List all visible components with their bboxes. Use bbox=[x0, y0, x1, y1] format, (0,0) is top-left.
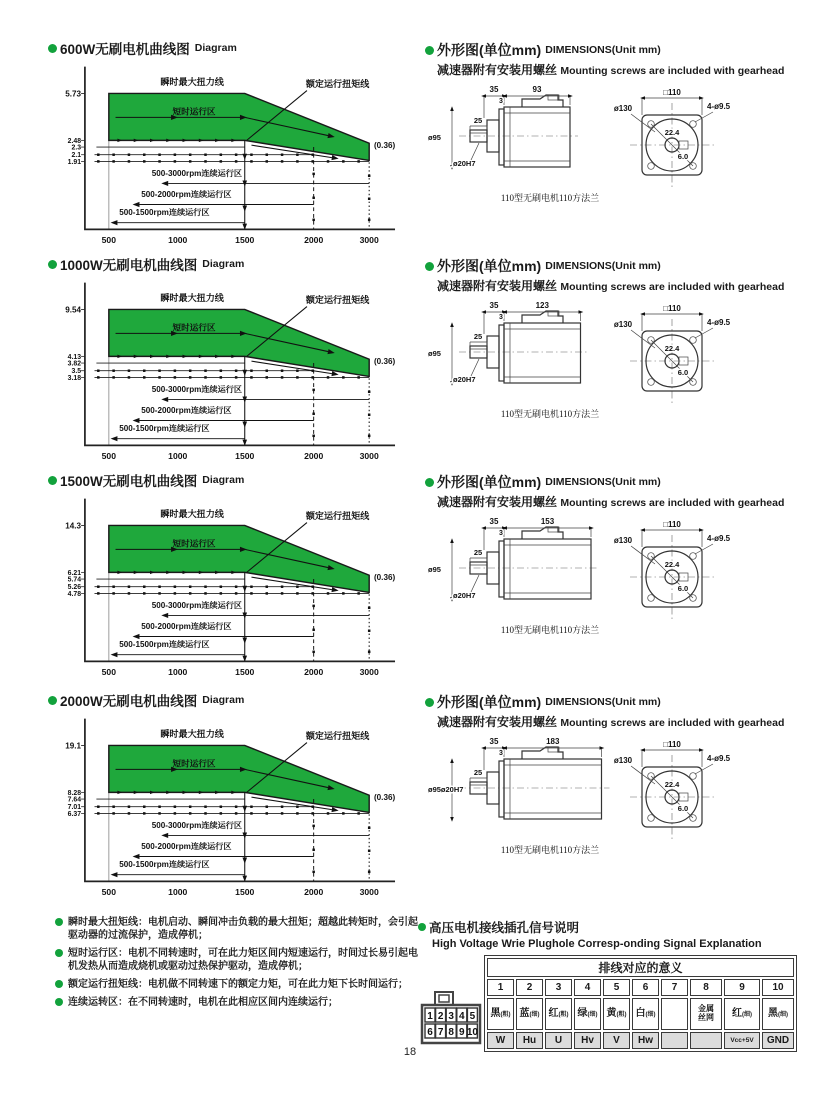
svg-text:(0.36): (0.36) bbox=[373, 141, 396, 151]
bullet-icon bbox=[48, 696, 57, 705]
svg-text:3.5: 3.5 bbox=[71, 368, 82, 376]
svg-text:短时运行区: 短时运行区 bbox=[172, 322, 216, 333]
section-600w bbox=[0, 36, 820, 252]
section-1000w bbox=[0, 252, 820, 468]
svg-text:4: 4 bbox=[459, 1011, 465, 1022]
svg-text:25: 25 bbox=[473, 548, 483, 557]
note-text: 额定运行扭矩线：电机做不同转速下的额定力矩，可在此力矩下长时间运行； bbox=[68, 979, 408, 990]
torque-chart-svg bbox=[48, 275, 408, 476]
svg-text:500: 500 bbox=[101, 666, 117, 677]
svg-text:1500: 1500 bbox=[235, 234, 255, 245]
signal-name-cell: Hv bbox=[574, 1032, 601, 1049]
svg-text:500-1500rpm连续运行区: 500-1500rpm连续运行区 bbox=[119, 424, 210, 434]
chart-block-1000w bbox=[48, 254, 424, 476]
svg-text:6.37: 6.37 bbox=[67, 810, 82, 818]
svg-text:2.3: 2.3 bbox=[71, 144, 82, 152]
wire-color-cell: 黄(粗) bbox=[603, 998, 630, 1030]
chart-title-1000w bbox=[48, 254, 424, 274]
svg-text:8.28: 8.28 bbox=[67, 789, 82, 797]
connector-plug-diagram bbox=[420, 990, 482, 1046]
svg-text:22.4: 22.4 bbox=[664, 344, 680, 353]
bullet-icon bbox=[55, 998, 63, 1006]
bullet-icon bbox=[48, 260, 57, 269]
signal-name-cell: Hu bbox=[516, 1032, 543, 1049]
chart-title-en: Diagram bbox=[202, 694, 245, 706]
svg-text:4-ø9.5: 4-ø9.5 bbox=[707, 534, 731, 543]
signal-name-cell: W bbox=[487, 1032, 514, 1049]
svg-text:25: 25 bbox=[473, 332, 483, 341]
svg-text:4.78: 4.78 bbox=[67, 590, 82, 598]
dim-subtitle bbox=[437, 713, 818, 730]
svg-text:110型无刷电机110方法兰: 110型无刷电机110方法兰 bbox=[500, 193, 600, 203]
dim-title-en: DIMENSIONS(Unit mm) bbox=[545, 44, 661, 56]
bullet-icon bbox=[55, 980, 63, 988]
dim-subtitle-cn: 减速器附有安装用螺丝 bbox=[437, 279, 558, 293]
svg-text:110型无刷电机110方法兰: 110型无刷电机110方法兰 bbox=[500, 845, 600, 855]
connector-plug-svg bbox=[420, 990, 482, 1046]
svg-text:短时运行区: 短时运行区 bbox=[172, 106, 216, 117]
svg-text:2000: 2000 bbox=[304, 886, 324, 897]
wire-color-cell: 黑(粗) bbox=[487, 998, 514, 1030]
dim-title-en: DIMENSIONS(Unit mm) bbox=[545, 696, 661, 708]
dim-subtitle-cn: 减速器附有安装用螺丝 bbox=[437, 495, 558, 509]
svg-text:500-1500rpm连续运行区: 500-1500rpm连续运行区 bbox=[119, 860, 210, 870]
svg-text:额定运行扭矩线: 额定运行扭矩线 bbox=[305, 730, 370, 741]
signal-name-cell: Hw bbox=[632, 1032, 659, 1049]
svg-text:□110: □110 bbox=[663, 304, 681, 313]
svg-text:3: 3 bbox=[499, 314, 503, 321]
svg-text:额定运行扭矩线: 额定运行扭矩线 bbox=[305, 294, 370, 305]
torque-chart-svg bbox=[48, 491, 408, 692]
svg-text:3.18: 3.18 bbox=[67, 374, 82, 382]
signal-title bbox=[418, 918, 818, 936]
pin-number-cell: 5 bbox=[603, 979, 630, 996]
svg-text:ø20H7: ø20H7 bbox=[453, 159, 476, 168]
chart-block-600w bbox=[48, 38, 424, 260]
svg-text:3: 3 bbox=[499, 98, 503, 105]
svg-text:6.0: 6.0 bbox=[677, 584, 689, 593]
svg-text:3: 3 bbox=[499, 750, 503, 757]
pin-number-cell: 2 bbox=[516, 979, 543, 996]
svg-text:500: 500 bbox=[101, 450, 117, 461]
svg-text:7.01: 7.01 bbox=[67, 804, 82, 812]
dim-subtitle-cn: 减速器附有安装用螺丝 bbox=[437, 715, 558, 729]
wire-color-cell: 红(粗) bbox=[545, 998, 572, 1030]
note-item bbox=[55, 947, 427, 973]
note-item bbox=[55, 996, 427, 1009]
wire-color-cell: 蓝(细) bbox=[516, 998, 543, 1030]
svg-text:2000: 2000 bbox=[304, 234, 324, 245]
svg-text:10: 10 bbox=[466, 1027, 478, 1038]
svg-text:3: 3 bbox=[499, 530, 503, 537]
svg-text:3: 3 bbox=[448, 1011, 454, 1022]
pin-number-cell: 1 bbox=[487, 979, 514, 996]
svg-text:9: 9 bbox=[459, 1027, 465, 1038]
signal-name-cell: GND bbox=[762, 1032, 794, 1049]
dimension-drawing-600w bbox=[425, 80, 818, 210]
svg-text:500-2000rpm连续运行区: 500-2000rpm连续运行区 bbox=[141, 841, 232, 851]
svg-text:5.73: 5.73 bbox=[65, 89, 82, 99]
svg-text:ø130: ø130 bbox=[613, 756, 633, 765]
chart-title-en: Diagram bbox=[202, 474, 245, 486]
section-2000w bbox=[0, 688, 820, 904]
dim-subtitle-en: Mounting screws are included with gearhead bbox=[560, 281, 785, 293]
svg-text:5: 5 bbox=[469, 1011, 476, 1022]
legend-notes bbox=[55, 916, 427, 1014]
torque-chart-600w bbox=[48, 59, 424, 260]
chart-title-text: 1000W无刷电机曲线图 bbox=[60, 258, 198, 273]
torque-chart-2000w bbox=[48, 711, 424, 912]
dim-subtitle-en: Mounting screws are included with gearhead bbox=[560, 497, 785, 509]
svg-text:19.1: 19.1 bbox=[65, 741, 82, 751]
dim-title bbox=[425, 472, 818, 492]
svg-text:ø20H7: ø20H7 bbox=[453, 591, 476, 600]
svg-text:2000: 2000 bbox=[304, 666, 324, 677]
svg-text:额定运行扭矩线: 额定运行扭矩线 bbox=[305, 510, 370, 521]
wire-color-cell: 绿(细) bbox=[574, 998, 601, 1030]
wire-color-cell: 黑(细) bbox=[762, 998, 794, 1030]
pin-number-cell: 8 bbox=[690, 979, 722, 996]
chart-title-1500w bbox=[48, 470, 424, 490]
svg-text:额定运行扭矩线: 额定运行扭矩线 bbox=[305, 78, 370, 89]
svg-text:7: 7 bbox=[437, 1027, 444, 1038]
torque-chart-svg bbox=[48, 59, 408, 260]
bullet-icon bbox=[425, 262, 434, 271]
svg-text:1.91: 1.91 bbox=[67, 158, 82, 166]
pin-number-cell: 4 bbox=[574, 979, 601, 996]
dim-title-en: DIMENSIONS(Unit mm) bbox=[545, 260, 661, 272]
svg-text:3000: 3000 bbox=[359, 450, 379, 461]
bullet-icon bbox=[55, 918, 63, 926]
svg-text:7.64: 7.64 bbox=[67, 796, 82, 804]
svg-text:1500: 1500 bbox=[235, 886, 255, 897]
svg-text:8: 8 bbox=[448, 1027, 454, 1038]
note-text: 瞬时最大扭矩线：电机启动、瞬间冲击负载的最大扭矩；超越此转矩时，会引起驱动器的过流保护，造成停机； bbox=[68, 917, 418, 941]
svg-text:500-3000rpm连续运行区: 500-3000rpm连续运行区 bbox=[151, 384, 243, 394]
bullet-icon bbox=[48, 476, 57, 485]
dim-title bbox=[425, 40, 818, 60]
svg-text:500-2000rpm连续运行区: 500-2000rpm连续运行区 bbox=[141, 621, 232, 631]
bullet-icon bbox=[48, 44, 57, 53]
svg-text:183: 183 bbox=[546, 737, 560, 746]
torque-chart-1500w bbox=[48, 491, 424, 692]
svg-text:ø130: ø130 bbox=[613, 536, 633, 545]
svg-text:ø20H7: ø20H7 bbox=[453, 375, 476, 384]
dimension-svg bbox=[425, 80, 815, 210]
dim-subtitle bbox=[437, 493, 818, 510]
svg-text:35: 35 bbox=[489, 85, 499, 94]
signal-name-cell: Vcc+5V bbox=[724, 1032, 760, 1049]
svg-text:瞬时最大扭力线: 瞬时最大扭力线 bbox=[160, 292, 224, 303]
note-item bbox=[55, 978, 427, 991]
dim-block-1000w bbox=[425, 256, 818, 426]
svg-text:500-1500rpm连续运行区: 500-1500rpm连续运行区 bbox=[119, 208, 210, 218]
svg-text:500-2000rpm连续运行区: 500-2000rpm连续运行区 bbox=[141, 189, 232, 199]
svg-text:93: 93 bbox=[532, 85, 542, 94]
svg-text:ø95: ø95 bbox=[428, 349, 441, 358]
chart-title-en: Diagram bbox=[202, 258, 245, 270]
signal-title-en: High Voltage Wrie Plughole Corresp-onding Signal Explanation bbox=[432, 938, 762, 950]
svg-text:500-3000rpm连续运行区: 500-3000rpm连续运行区 bbox=[151, 600, 243, 610]
svg-text:1000: 1000 bbox=[168, 886, 188, 897]
signal-table bbox=[484, 955, 797, 1052]
page-number: 18 bbox=[403, 1046, 417, 1058]
dim-subtitle-en: Mounting screws are included with gearhead bbox=[560, 717, 785, 729]
svg-text:ø95: ø95 bbox=[428, 565, 441, 574]
svg-text:6: 6 bbox=[427, 1027, 433, 1038]
svg-text:25: 25 bbox=[473, 768, 483, 777]
svg-text:□110: □110 bbox=[663, 740, 681, 749]
svg-text:6.21: 6.21 bbox=[67, 569, 82, 577]
svg-text:3000: 3000 bbox=[359, 666, 379, 677]
pin-number-cell: 3 bbox=[545, 979, 572, 996]
svg-text:2: 2 bbox=[437, 1011, 444, 1022]
signal-explanation-section bbox=[418, 918, 818, 1058]
svg-text:ø130: ø130 bbox=[613, 320, 633, 329]
dim-title bbox=[425, 692, 818, 712]
svg-text:35: 35 bbox=[489, 301, 499, 310]
svg-text:5.74: 5.74 bbox=[67, 576, 82, 584]
note-text: 短时运行区：电机不同转速时，可在此力矩区间内短速运行，时间过长易引起电机发热从而造成烧机或驱动过热保护驱动，造成停机； bbox=[68, 948, 418, 972]
svg-text:500: 500 bbox=[101, 886, 117, 897]
svg-text:5.26: 5.26 bbox=[67, 584, 82, 592]
svg-text:22.4: 22.4 bbox=[664, 780, 680, 789]
svg-text:3.82: 3.82 bbox=[67, 360, 82, 368]
svg-text:1500: 1500 bbox=[235, 450, 255, 461]
dim-block-600w bbox=[425, 40, 818, 210]
bullet-icon bbox=[425, 478, 434, 487]
svg-text:3000: 3000 bbox=[359, 234, 379, 245]
pin-number-cell: 9 bbox=[724, 979, 760, 996]
svg-text:ø130: ø130 bbox=[613, 104, 633, 113]
svg-text:4-ø9.5: 4-ø9.5 bbox=[707, 754, 731, 763]
chart-title-2000w bbox=[48, 690, 424, 710]
chart-title-en: Diagram bbox=[194, 42, 237, 54]
dimension-svg bbox=[425, 296, 815, 426]
svg-text:1: 1 bbox=[427, 1011, 433, 1022]
torque-chart-1000w bbox=[48, 275, 424, 476]
pin-number-cell: 7 bbox=[661, 979, 688, 996]
dimension-drawing-1500w bbox=[425, 512, 818, 642]
pin-number-cell: 10 bbox=[762, 979, 794, 996]
dim-subtitle-cn: 减速器附有安装用螺丝 bbox=[437, 63, 558, 77]
dimension-drawing-2000w bbox=[425, 732, 818, 862]
svg-text:短时运行区: 短时运行区 bbox=[172, 538, 216, 549]
chart-title-600w bbox=[48, 38, 424, 58]
svg-text:ø95ø20H7: ø95ø20H7 bbox=[428, 785, 464, 794]
svg-text:1500: 1500 bbox=[235, 666, 255, 677]
dim-block-2000w bbox=[425, 692, 818, 862]
bullet-icon bbox=[425, 698, 434, 707]
svg-text:25: 25 bbox=[473, 116, 483, 125]
signal-title-cn: 高压电机接线插孔信号说明 bbox=[429, 921, 580, 935]
chart-title-text: 1500W无刷电机曲线图 bbox=[60, 474, 198, 489]
svg-text:35: 35 bbox=[489, 737, 499, 746]
dimension-svg bbox=[425, 732, 815, 862]
signal-name-cell: V bbox=[603, 1032, 630, 1049]
svg-text:(0.36): (0.36) bbox=[373, 357, 396, 367]
chart-title-text: 2000W无刷电机曲线图 bbox=[60, 694, 198, 709]
svg-text:瞬时最大扭力线: 瞬时最大扭力线 bbox=[160, 76, 224, 87]
svg-text:22.4: 22.4 bbox=[664, 128, 680, 137]
svg-text:500-1500rpm连续运行区: 500-1500rpm连续运行区 bbox=[119, 640, 210, 650]
dim-title-en: DIMENSIONS(Unit mm) bbox=[545, 476, 661, 488]
note-text: 连续运转区：在不同转速时，电机在此相应区间内连续运行； bbox=[68, 997, 338, 1008]
bullet-icon bbox=[55, 949, 63, 957]
dim-title-text: 外形图(单位mm) bbox=[437, 258, 542, 274]
svg-text:ø95: ø95 bbox=[428, 133, 441, 142]
svg-text:500-3000rpm连续运行区: 500-3000rpm连续运行区 bbox=[151, 820, 243, 830]
torque-chart-svg bbox=[48, 711, 408, 912]
svg-text:瞬时最大扭力线: 瞬时最大扭力线 bbox=[160, 728, 224, 739]
svg-text:4-ø9.5: 4-ø9.5 bbox=[707, 318, 731, 327]
svg-text:(0.36): (0.36) bbox=[373, 573, 396, 583]
svg-text:3000: 3000 bbox=[359, 886, 379, 897]
wire-color-cell: 红(细) bbox=[724, 998, 760, 1030]
svg-text:短时运行区: 短时运行区 bbox=[172, 758, 216, 769]
note-item bbox=[55, 916, 427, 942]
dim-subtitle bbox=[437, 277, 818, 294]
dim-title-text: 外形图(单位mm) bbox=[437, 694, 542, 710]
table-title: 排线对应的意义 bbox=[487, 958, 794, 977]
svg-text:□110: □110 bbox=[663, 88, 681, 97]
svg-text:153: 153 bbox=[540, 517, 555, 526]
svg-text:110型无刷电机110方法兰: 110型无刷电机110方法兰 bbox=[500, 409, 600, 419]
svg-text:1000: 1000 bbox=[168, 450, 188, 461]
wire-color-cell bbox=[661, 998, 688, 1030]
svg-text:500: 500 bbox=[101, 234, 117, 245]
svg-text:35: 35 bbox=[489, 517, 499, 526]
section-1500w bbox=[0, 468, 820, 684]
svg-text:瞬时最大扭力线: 瞬时最大扭力线 bbox=[160, 508, 224, 519]
svg-text:2.1: 2.1 bbox=[71, 152, 82, 160]
svg-text:(0.36): (0.36) bbox=[373, 793, 396, 803]
bullet-icon bbox=[418, 923, 426, 931]
dim-subtitle-en: Mounting screws are included with gearhead bbox=[560, 65, 785, 77]
svg-text:1000: 1000 bbox=[168, 666, 188, 677]
svg-text:110型无刷电机110方法兰: 110型无刷电机110方法兰 bbox=[500, 625, 600, 635]
svg-text:2.48: 2.48 bbox=[67, 137, 82, 145]
svg-text:22.4: 22.4 bbox=[664, 560, 680, 569]
svg-text:500-3000rpm连续运行区: 500-3000rpm连续运行区 bbox=[151, 168, 243, 178]
wire-color-cell: 白(细) bbox=[632, 998, 659, 1030]
svg-text:500-2000rpm连续运行区: 500-2000rpm连续运行区 bbox=[141, 405, 232, 415]
dimension-drawing-1000w bbox=[425, 296, 818, 426]
svg-text:□110: □110 bbox=[663, 520, 681, 529]
dim-title-text: 外形图(单位mm) bbox=[437, 474, 542, 490]
svg-text:2000: 2000 bbox=[304, 450, 324, 461]
svg-text:14.3: 14.3 bbox=[65, 521, 82, 531]
wire-color-cell: 金属 丝网 bbox=[690, 998, 722, 1030]
svg-text:6.0: 6.0 bbox=[677, 152, 689, 161]
svg-text:6.0: 6.0 bbox=[677, 804, 689, 813]
svg-text:4.13: 4.13 bbox=[67, 353, 82, 361]
chart-block-1500w bbox=[48, 470, 424, 692]
svg-text:9.54: 9.54 bbox=[65, 305, 82, 315]
chart-block-2000w bbox=[48, 690, 424, 912]
dim-title bbox=[425, 256, 818, 276]
pin-number-cell: 6 bbox=[632, 979, 659, 996]
svg-text:1000: 1000 bbox=[168, 234, 188, 245]
chart-title-text: 600W无刷电机曲线图 bbox=[60, 42, 190, 57]
dim-title-text: 外形图(单位mm) bbox=[437, 42, 542, 58]
dimension-svg bbox=[425, 512, 815, 642]
svg-text:123: 123 bbox=[535, 301, 549, 310]
bullet-icon bbox=[425, 46, 434, 55]
svg-text:6.0: 6.0 bbox=[677, 368, 689, 377]
dim-block-1500w bbox=[425, 472, 818, 642]
dim-subtitle bbox=[437, 61, 818, 78]
signal-name-cell: U bbox=[545, 1032, 572, 1049]
svg-text:4-ø9.5: 4-ø9.5 bbox=[707, 102, 731, 111]
